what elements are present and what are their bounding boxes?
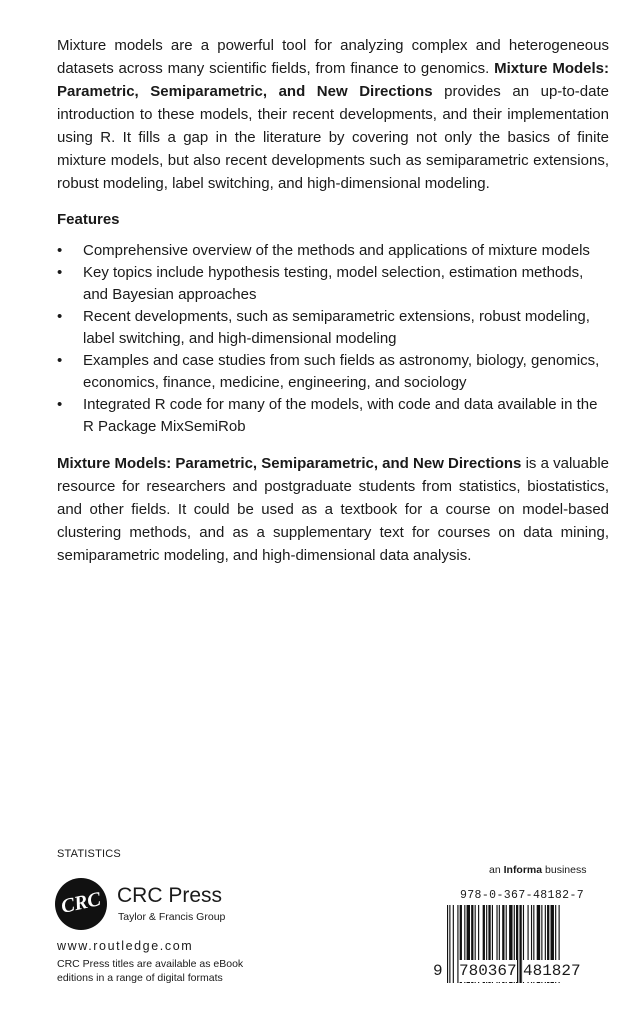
feature-text: Examples and case studies from such fields as astronomy, biology, genomics, economics, finance, medicine, engineering, and sociology (83, 352, 600, 391)
barcode-bar (447, 905, 448, 983)
feature-item (57, 394, 609, 438)
closing-paragraph (57, 452, 609, 567)
barcode-bar (453, 905, 454, 983)
closing-text: is a valuable resource for researchers and postgraduate students from statistics, biostatistics, and other fields. It could be used as a textbook for a course on model-based clustering methods, and as a supplementary text for courses on data mining, semiparametric modeling, and high-dimensional data analysis. (57, 455, 609, 564)
informa-suffix: business (542, 864, 587, 876)
publisher-group: Taylor & Francis Group (118, 911, 226, 923)
feature-text: Key topics include hypothesis testing, model selection, estimation methods, and Bayesian approaches (83, 264, 584, 303)
ebook-note: CRC Press titles are available as eBook editions in a range of digital formats (57, 958, 244, 984)
barcode-bar (519, 905, 521, 983)
publisher-name: CRC Press (117, 884, 223, 907)
feature-text: Comprehensive overview of the methods and applications of mixture models (83, 242, 590, 259)
informa-prefix: an (489, 864, 504, 876)
feature-item (57, 306, 609, 350)
barcode-bar (449, 905, 450, 983)
intro-text-2: provides an up-to-date introduction to these models, their recent developments, and their implementation using R. It fills a gap in the literature by covering not only the basics of finite mixture models, but also recent developments such as semiparametric extensions, robust modeling, label switching, and high-dimensional modeling. (57, 83, 609, 192)
isbn-digits-right: 481827 (523, 962, 581, 980)
features-list (57, 240, 609, 438)
intro-text-1: Mixture models are a powerful tool for analyzing complex and heterogeneous datasets across many scientific fields, from finance to genomics. (57, 37, 609, 77)
feature-item (57, 262, 609, 306)
isbn-text: 978-0-367-48182-7 (459, 889, 585, 902)
intro-paragraph (57, 34, 609, 195)
publisher-website: www.routledge.com (57, 939, 194, 953)
crc-press-logo-icon (55, 878, 107, 930)
book-title-bold: Mixture Models: Parametric, Semiparametric, and New Directions (57, 455, 522, 472)
features-heading: Features (57, 211, 120, 228)
book-title-bold: Mixture Models: Parametric, Semiparametric, and New Directions (57, 60, 609, 100)
feature-item (57, 350, 609, 394)
isbn-digits-left: 780367 (459, 962, 517, 980)
isbn-lead-digit: 9 (433, 962, 443, 980)
back-cover-text (57, 34, 609, 567)
feature-item (57, 240, 609, 262)
feature-text: Recent developments, such as semiparametric extensions, robust modeling, label switching, and high-dimensional modeling (83, 308, 590, 347)
bullet-icon: • (57, 242, 63, 259)
informa-brand: Informa (503, 864, 543, 876)
category-label: STATISTICS (57, 848, 121, 860)
feature-text: Integrated R code for many of the models, with code and data available in the R Package MixSemiRob (83, 396, 598, 435)
bullet-icon: • (57, 396, 63, 413)
bullet-icon: • (57, 352, 63, 369)
bullet-icon: • (57, 308, 63, 325)
informa-business-label (489, 864, 586, 876)
bullet-icon: • (57, 264, 63, 281)
logo-text: CRC (59, 888, 103, 918)
